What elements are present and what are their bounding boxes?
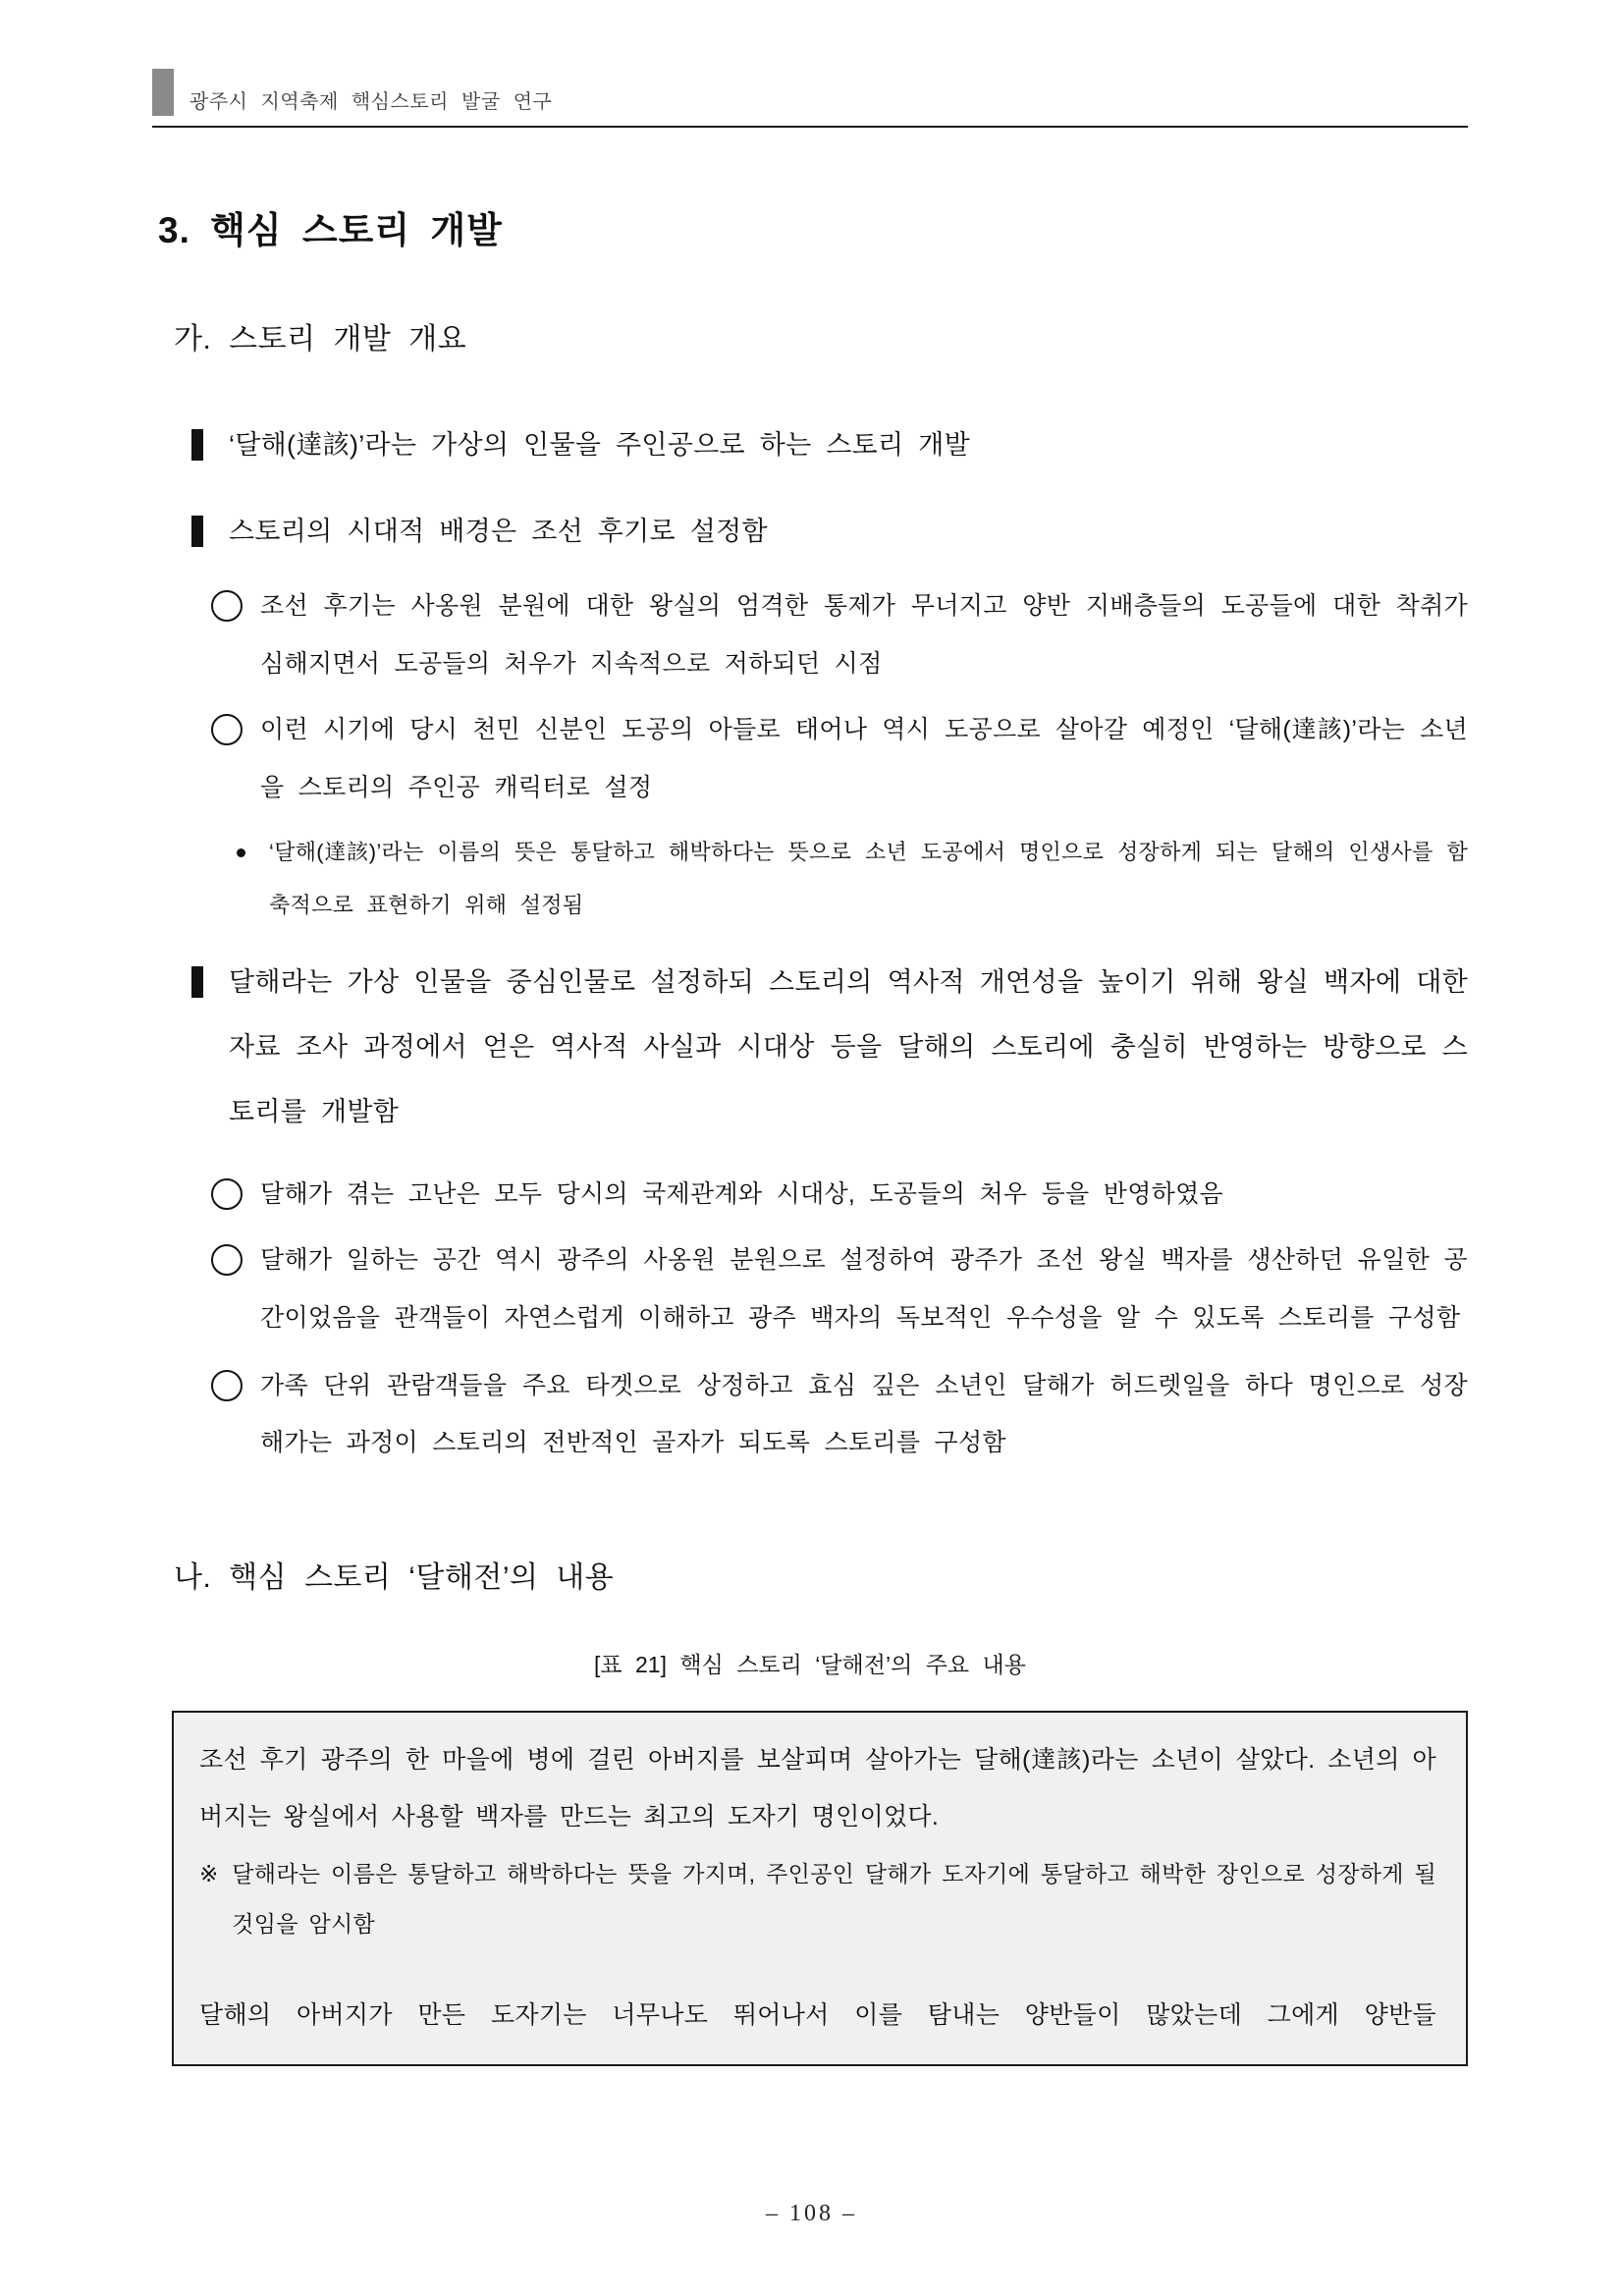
note-text: 달해라는 이름은 통달하고 해박하다는 뜻을 가지며, 주인공인 달해가 도자기에 통달하고 해박한 장인으로 성장하게 될 것임을 암시함 bbox=[232, 1861, 1436, 1937]
running-header bbox=[152, 69, 1468, 128]
circle-bullet-icon bbox=[211, 714, 243, 745]
bullet-text: 스토리의 시대적 배경은 조선 후기로 설정함 bbox=[229, 517, 768, 547]
bullet-text: 달해가 겪는 고난은 모두 당시의 국제관계와 시대상, 도공들의 처우 등을 반영하였음 bbox=[260, 1180, 1224, 1209]
section-heading-b: 나. 핵심 스토리 ‘달해전’의 내용 bbox=[174, 1561, 615, 1595]
square-bullet-icon bbox=[191, 429, 203, 461]
bullet-item bbox=[191, 412, 1468, 477]
circle-bullet-icon bbox=[211, 1244, 243, 1276]
bullet-text: ‘달해(達該)’라는 이름의 뜻은 통달하고 해박하다는 뜻으로 소년 도공에서 명인으로 성장하게 되는 달해의 인생사를 함축적으로 표현하기 위해 설정됨 bbox=[269, 840, 1468, 918]
bullet-item bbox=[211, 1357, 1468, 1473]
square-bullet-icon bbox=[191, 516, 203, 547]
bullet-text: 이런 시기에 당시 천민 신분인 도공의 아들로 태어나 역시 도공으로 살아갈 예정인 ‘달해(達該)’라는 소년을 스토리의 주인공 캐릭터로 설정 bbox=[260, 715, 1468, 801]
running-header-title: 광주시 지역축제 핵심스토리 발굴 연구 bbox=[189, 91, 553, 113]
page-title: 3. 핵심 스토리 개발 bbox=[158, 210, 503, 250]
circle-bullet-icon bbox=[211, 590, 243, 622]
running-header-row bbox=[152, 69, 1468, 128]
bullet-item bbox=[191, 950, 1468, 1144]
reference-mark-icon: ※ bbox=[199, 1861, 219, 1887]
circle-bullet-icon bbox=[211, 1178, 243, 1210]
bullet-text: 가족 단위 관람객들을 주요 타겟으로 상정하고 효심 깊은 소년인 달해가 허드렛일을 하다 명인으로 성장해가는 과정이 스토리의 전반적인 골자가 되도록 스토리를 구성함 bbox=[260, 1371, 1468, 1457]
bullet-item bbox=[211, 1166, 1468, 1224]
note-item bbox=[199, 1849, 1436, 1948]
bullet-item bbox=[191, 499, 1468, 564]
section-heading-a: 가. 스토리 개발 개요 bbox=[174, 323, 467, 355]
bullet-text: ‘달해(達該)’라는 가상의 인물을 주인공으로 하는 스토리 개발 bbox=[229, 430, 970, 460]
circle-bullet-icon bbox=[211, 1370, 243, 1401]
story-paragraph: 달해의 아버지가 만든 도자기는 너무나도 뛰어나서 이를 탐내는 양반들이 많았는데 그에게 양반들 bbox=[199, 2001, 1436, 2030]
dot-bullet-icon bbox=[237, 848, 245, 857]
story-paragraph: 조선 후기 광주의 한 마을에 병에 걸린 아버지를 보살피며 살아가는 달해(達該)라는 소년이 살았다. 소년의 아버지는 왕실에서 사용할 백자를 만드는 최고의 도자기 명인이었다. bbox=[199, 1746, 1436, 1831]
page-number: – 108 – bbox=[766, 2201, 857, 2226]
square-bullet-icon bbox=[191, 966, 203, 998]
header-accent-bar-icon bbox=[152, 69, 174, 116]
bullet-text: 조선 후기는 사옹원 분원에 대한 왕실의 엄격한 통제가 무너지고 양반 지배층들의 도공들에 대한 착취가 심해지면서 도공들의 처우가 지속적으로 저하되던 시점 bbox=[260, 592, 1468, 679]
bullet-text: 달해라는 가상 인물을 중심인물로 설정하되 스토리의 역사적 개연성을 높이기 위해 왕실 백자에 대한 자료 조사 과정에서 얻은 역사적 사실과 시대상 등을 달해의 스토리에 충실히 반영하는 방향으로 스토리를 개발함 bbox=[229, 967, 1468, 1127]
bullet-item bbox=[211, 577, 1468, 693]
bullet-item bbox=[211, 701, 1468, 817]
bullet-item bbox=[211, 1231, 1468, 1347]
table-caption: [표 21] 핵심 스토리 ‘달해전’의 주요 내용 bbox=[594, 1652, 1026, 1678]
bullet-text: 달해가 일하는 공간 역시 광주의 사옹원 분원으로 설정하여 광주가 조선 왕실 백자를 생산하던 유일한 공간이었음을 관객들이 자연스럽게 이해하고 광주 백자의 독보적인 우수성을 알 수 있도록 스토리를 구성함 bbox=[260, 1246, 1468, 1332]
story-content-box bbox=[172, 1711, 1468, 2066]
bullet-item bbox=[237, 826, 1468, 932]
